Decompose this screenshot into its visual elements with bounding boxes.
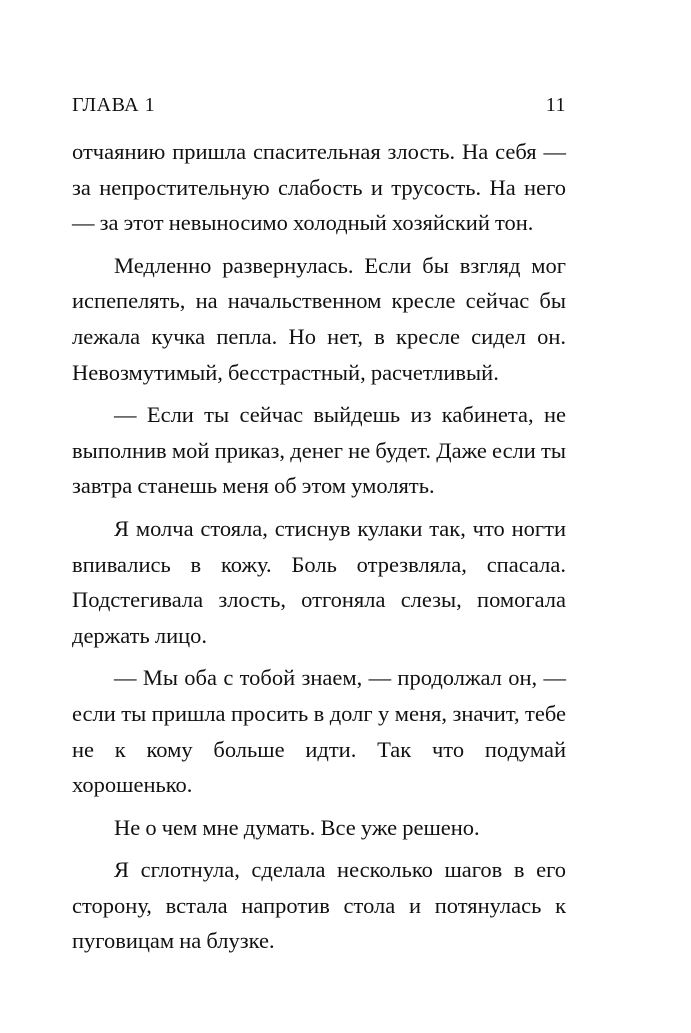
- body-text: [72, 134, 566, 959]
- paragraph-7: Я сглотнула, сделала несколько шагов в его сторону, встала напротив стола и потянулась к пуговицам на блузке.: [72, 857, 566, 954]
- page-number: 11: [545, 94, 566, 116]
- paragraph-2: Медленно развернулась. Если бы взгляд мог испепелять, на начальственном кресле сейчас бы лежала кучка пепла. Но нет, в кресле сидел он. Невозмутимый, бесстрастный, расчетливый.: [72, 252, 566, 385]
- running-head: [72, 94, 566, 122]
- paragraph-1: отчаянию пришла спасительная злость. На себя — за непростительную слабость и трусость. На него — за этот невыносимо холодный хозяйский тон.: [72, 139, 566, 236]
- paragraph-6: Не о чем мне думать. Все уже решено.: [114, 814, 480, 840]
- paragraph-4: Я молча стояла, стиснув кулаки так, что ногти впивались в кожу. Боль отрезвляла, спасала. Подстегивала злость, отгоняла слезы, помогала держать лицо.: [72, 515, 566, 648]
- chapter-title: ГЛАВА 1: [72, 94, 156, 116]
- paragraph-3: — Если ты сейчас выйдешь из кабинета, не выполнив мой приказ, денег не будет. Даже если ты завтра станешь меня об этом умолять.: [72, 402, 566, 499]
- paragraph-5: — Мы оба с тобой знаем, — продолжал он, — если ты пришла просить в долг у меня, значит, тебе не к кому больше идти. Так что подумай хорошенько.: [72, 665, 566, 798]
